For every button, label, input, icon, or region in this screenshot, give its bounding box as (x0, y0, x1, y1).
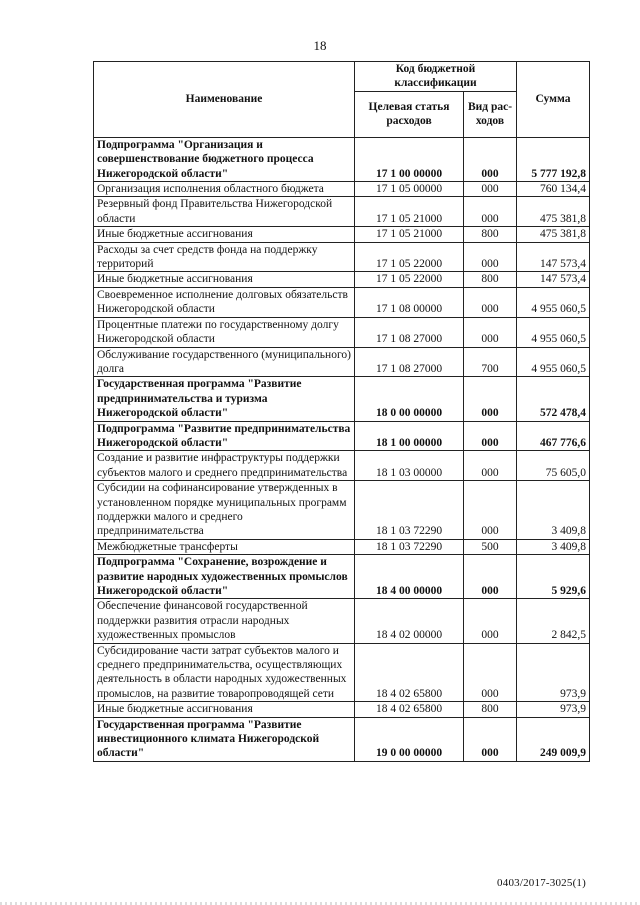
row-expense-type: 000 (464, 717, 517, 761)
row-expense-type: 800 (464, 702, 517, 717)
row-sum: 973,9 (517, 643, 590, 702)
row-expense-type: 000 (464, 599, 517, 643)
table-row (94, 227, 590, 242)
row-name: Резервный фонд Правительства Нижегородской области (94, 197, 355, 227)
row-expense-type: 000 (464, 197, 517, 227)
row-sum: 249 009,9 (517, 717, 590, 761)
row-name: Государственная программа "Развитие предпринимательства и туризма Нижегородской области" (94, 377, 355, 421)
row-target-code: 18 1 03 72290 (355, 481, 464, 540)
row-target-code: 18 0 00 00000 (355, 377, 464, 421)
row-expense-type: 800 (464, 272, 517, 287)
row-sum: 5 777 192,8 (517, 137, 590, 181)
row-name: Иные бюджетные ассигнования (94, 702, 355, 717)
row-sum: 760 134,4 (517, 182, 590, 197)
table-row (94, 347, 590, 377)
row-expense-type: 000 (464, 137, 517, 181)
row-target-code: 17 1 08 27000 (355, 317, 464, 347)
row-target-code: 17 1 00 00000 (355, 137, 464, 181)
row-expense-type: 000 (464, 242, 517, 272)
row-target-code: 17 1 08 27000 (355, 347, 464, 377)
row-name: Обслуживание государственного (муниципального) долга (94, 347, 355, 377)
table-row (94, 717, 590, 761)
row-expense-type: 700 (464, 347, 517, 377)
table-row (94, 137, 590, 181)
table-row (94, 317, 590, 347)
row-name: Обеспечение финансовой государственной поддержки развития отрасли народных художественных промыслов (94, 599, 355, 643)
table-row (94, 555, 590, 599)
row-sum: 147 573,4 (517, 272, 590, 287)
table-row (94, 242, 590, 272)
row-sum: 475 381,8 (517, 197, 590, 227)
header-row-1 (94, 62, 590, 92)
row-sum: 973,9 (517, 702, 590, 717)
row-name: Межбюджетные трансферты (94, 539, 355, 554)
table-row (94, 481, 590, 540)
row-target-code: 18 4 02 00000 (355, 599, 464, 643)
table-row (94, 197, 590, 227)
row-sum: 572 478,4 (517, 377, 590, 421)
row-expense-type: 000 (464, 182, 517, 197)
row-name: Подпрограмма "Организация и совершенствование бюджетного процесса Нижегородской области" (94, 137, 355, 181)
row-expense-type: 000 (464, 481, 517, 540)
row-sum: 4 955 060,5 (517, 287, 590, 317)
row-name: Иные бюджетные ассигнования (94, 272, 355, 287)
table-row (94, 643, 590, 702)
table-row (94, 539, 590, 554)
row-target-code: 18 1 03 72290 (355, 539, 464, 554)
row-name: Субсидирование части затрат субъектов малого и среднего предпринимательства, осуществляющих деятельность в области народных художественных промыслов, на развитие товаропроводящей сети (94, 643, 355, 702)
table-row (94, 377, 590, 421)
row-name: Создание и развитие инфраструктуры поддержки субъектов малого и среднего предпринимательства (94, 451, 355, 481)
row-sum: 3 409,8 (517, 539, 590, 554)
row-name: Организация исполнения областного бюджета (94, 182, 355, 197)
row-name: Процентные платежи по государственному долгу Нижегородской области (94, 317, 355, 347)
header-target: Целевая статья расходов (355, 91, 464, 137)
row-expense-type: 000 (464, 287, 517, 317)
page-number: 18 (313, 38, 327, 53)
table-row (94, 421, 590, 451)
row-name: Иные бюджетные ассигнования (94, 227, 355, 242)
row-expense-type: 000 (464, 421, 517, 451)
row-name: Подпрограмма "Сохранение, возрождение и развитие народных художественных промыслов Нижегородской области" (94, 555, 355, 599)
row-name: Расходы за счет средств фонда на поддержку территорий (94, 242, 355, 272)
row-sum: 3 409,8 (517, 481, 590, 540)
table-row (94, 451, 590, 481)
table-row (94, 287, 590, 317)
row-sum: 2 842,5 (517, 599, 590, 643)
row-expense-type: 000 (464, 317, 517, 347)
row-target-code: 17 1 05 22000 (355, 242, 464, 272)
row-sum: 467 776,6 (517, 421, 590, 451)
row-target-code: 17 1 05 21000 (355, 227, 464, 242)
row-sum: 475 381,8 (517, 227, 590, 242)
header-sum: Сумма (517, 62, 590, 138)
header-code-group: Код бюджетной классификации (355, 62, 517, 92)
row-expense-type: 000 (464, 451, 517, 481)
header-name: Наименование (94, 62, 355, 138)
row-sum: 5 929,6 (517, 555, 590, 599)
row-sum: 75 605,0 (517, 451, 590, 481)
row-target-code: 17 1 05 00000 (355, 182, 464, 197)
table-row (94, 182, 590, 197)
document-code: 0403/2017-3025(1) (497, 877, 586, 889)
table-row (94, 272, 590, 287)
row-expense-type: 800 (464, 227, 517, 242)
row-expense-type: 000 (464, 555, 517, 599)
row-name: Своевременное исполнение долговых обязательств Нижегородской области (94, 287, 355, 317)
row-name: Государственная программа "Развитие инвестиционного климата Нижегородской области" (94, 717, 355, 761)
header-type: Вид рас-ходов (464, 91, 517, 137)
row-target-code: 17 1 05 22000 (355, 272, 464, 287)
row-sum: 4 955 060,5 (517, 317, 590, 347)
row-target-code: 18 1 00 00000 (355, 421, 464, 451)
row-expense-type: 500 (464, 539, 517, 554)
row-name: Субсидии на софинансирование утвержденных в установленном порядке муниципальных программ поддержки малого и среднего предпринимательства (94, 481, 355, 540)
row-target-code: 17 1 08 00000 (355, 287, 464, 317)
budget-table (93, 61, 590, 762)
row-sum: 4 955 060,5 (517, 347, 590, 377)
table-row (94, 702, 590, 717)
table-row (94, 599, 590, 643)
row-target-code: 18 4 00 00000 (355, 555, 464, 599)
row-target-code: 18 4 02 65800 (355, 643, 464, 702)
table-body (94, 137, 590, 761)
row-target-code: 17 1 05 21000 (355, 197, 464, 227)
row-target-code: 19 0 00 00000 (355, 717, 464, 761)
row-name: Подпрограмма "Развитие предпринимательства Нижегородской области" (94, 421, 355, 451)
row-expense-type: 000 (464, 377, 517, 421)
row-target-code: 18 4 02 65800 (355, 702, 464, 717)
row-sum: 147 573,4 (517, 242, 590, 272)
row-expense-type: 000 (464, 643, 517, 702)
row-target-code: 18 1 03 00000 (355, 451, 464, 481)
